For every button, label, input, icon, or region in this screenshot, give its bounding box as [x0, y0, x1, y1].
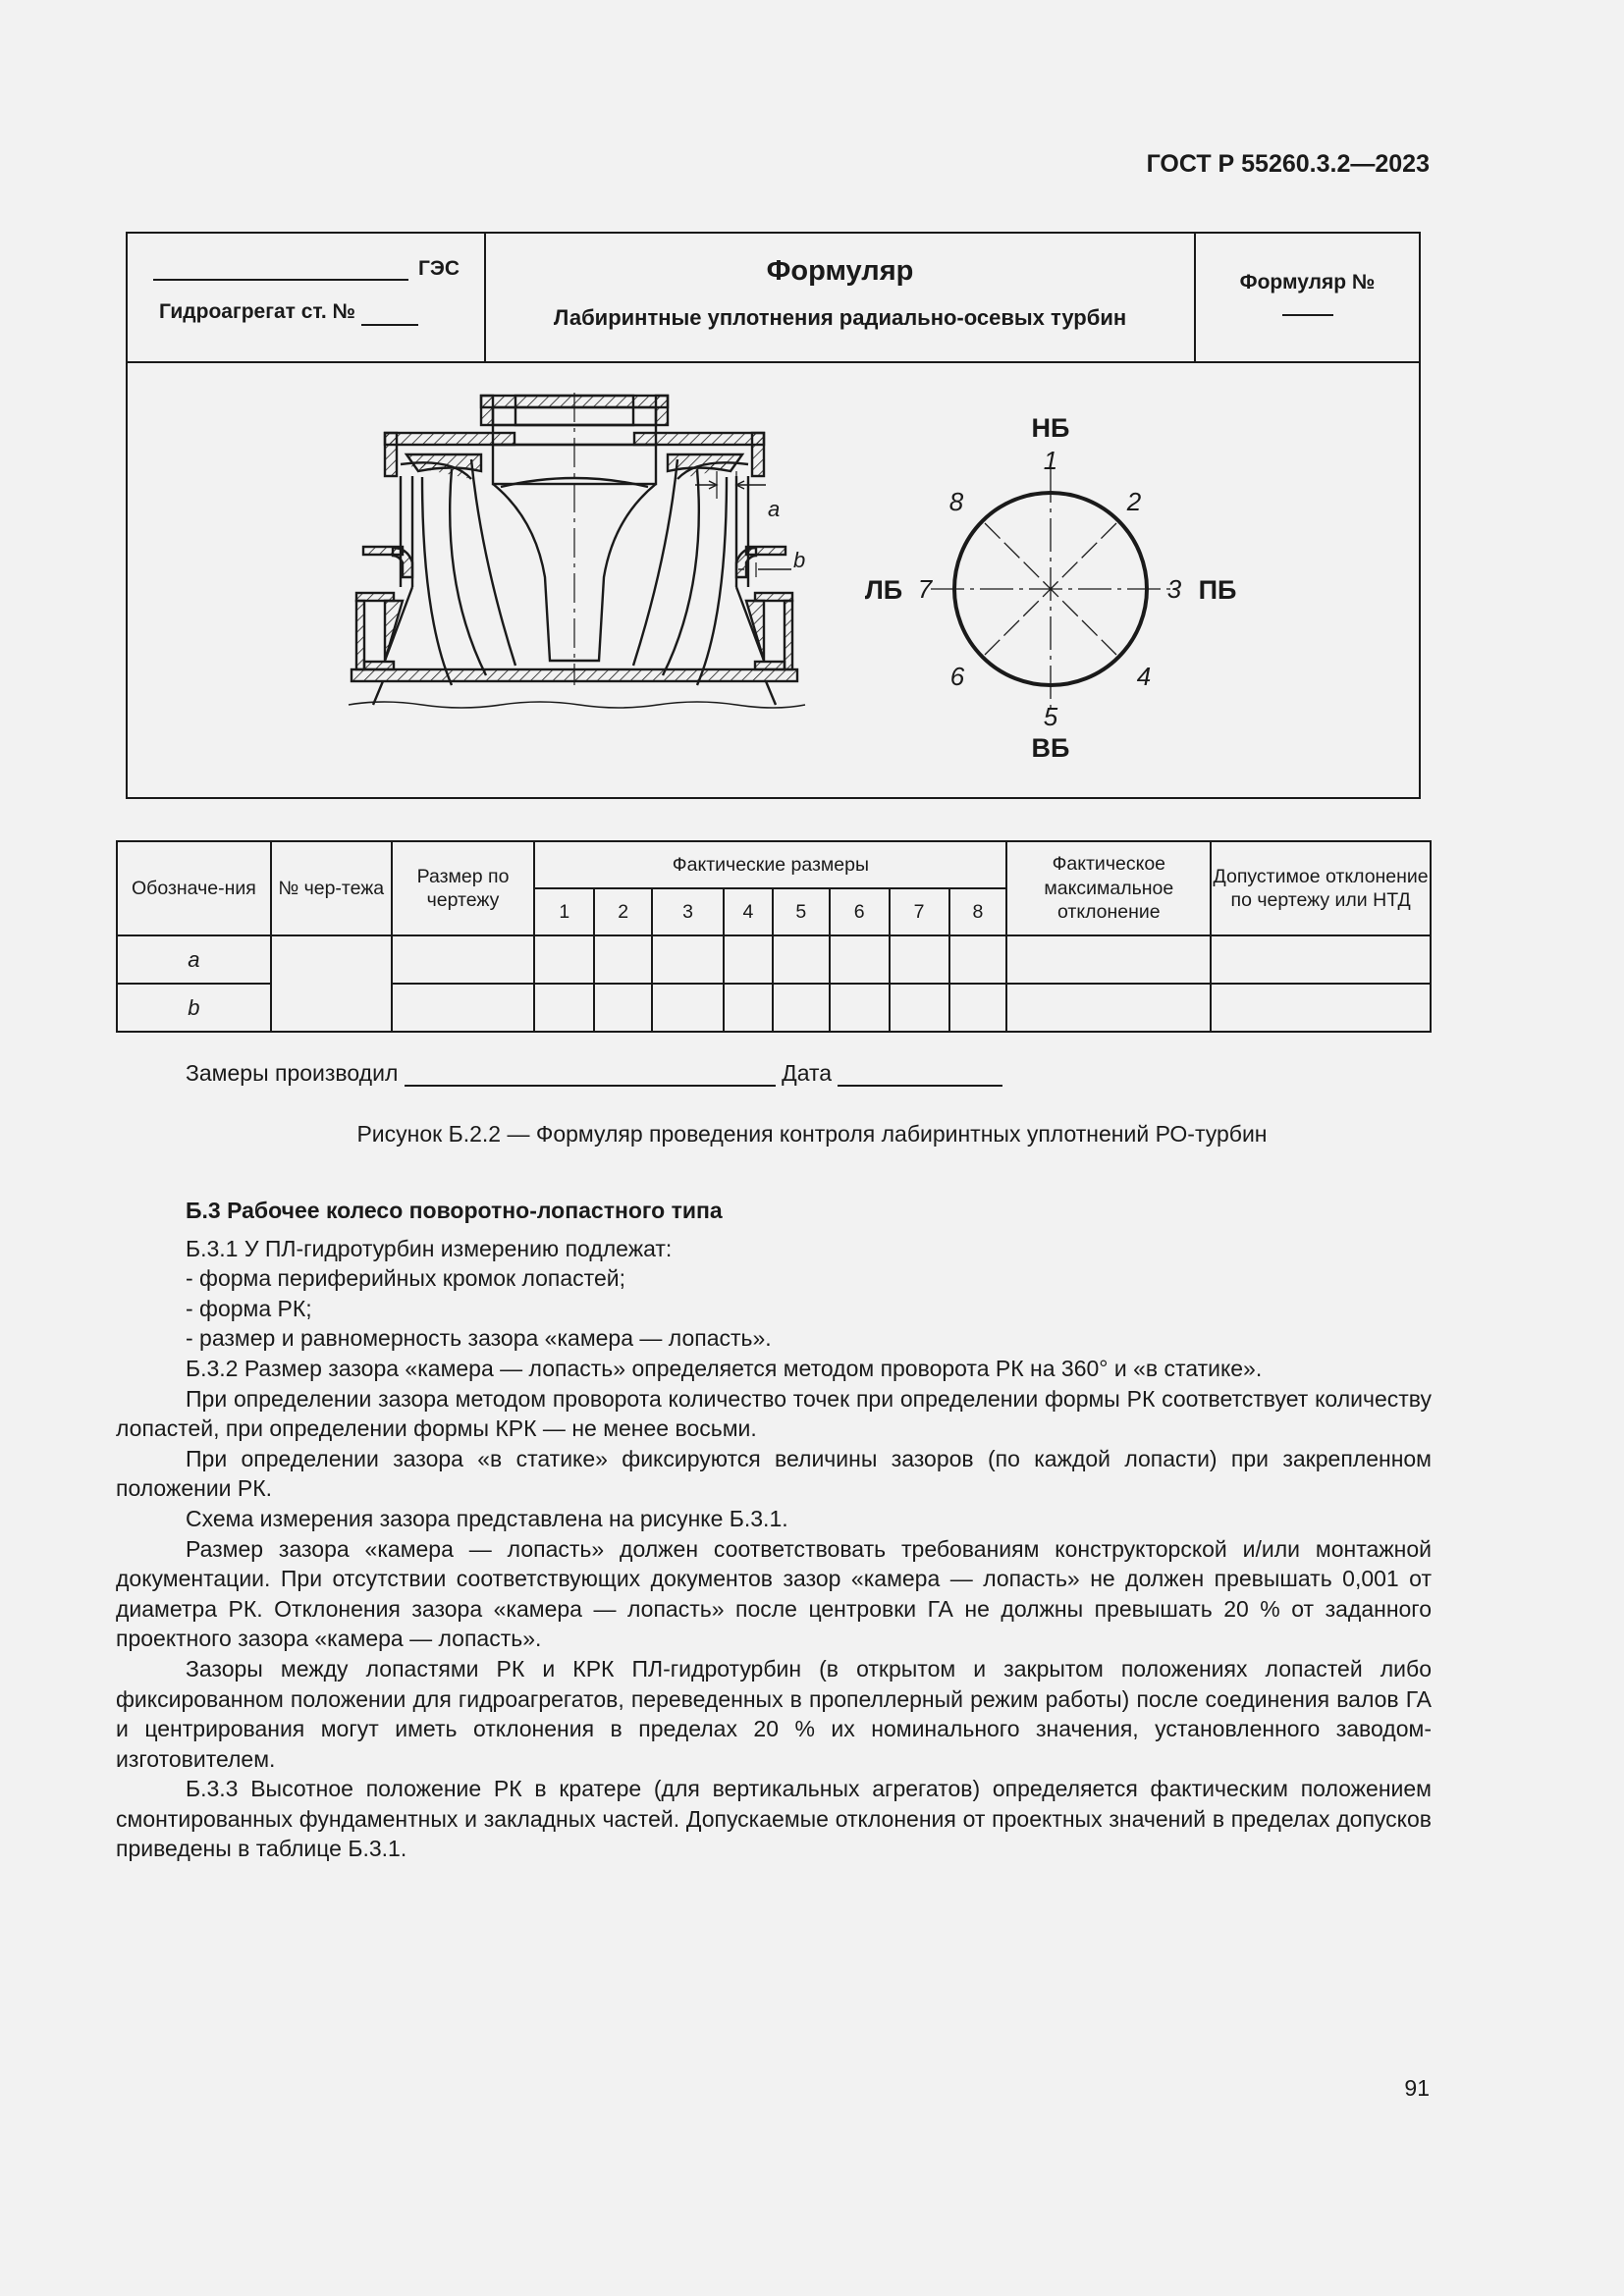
point-1: 1	[1043, 446, 1058, 475]
table-cell[interactable]	[1006, 935, 1211, 984]
table-cell[interactable]	[724, 935, 773, 984]
table-cell[interactable]	[890, 984, 949, 1032]
table-cell[interactable]	[534, 935, 594, 984]
paragraph: Схема измерения зазора представлена на рисунке Б.3.1.	[186, 1505, 788, 1531]
section-body	[116, 1196, 1432, 1864]
table-cell[interactable]	[1211, 935, 1431, 984]
col-point-5: 5	[773, 888, 830, 935]
drawing-number-cell[interactable]	[271, 935, 392, 1032]
paragraph: Б.3.3 Высотное положение РК в кратере (для вертикальных агрегатов) определяется фактическим положением смонтированных фундаментных и закладных частей. Допускаемые отклонения от проектных значений в пределах допусков приведены в таблице Б.3.1.	[116, 1776, 1432, 1862]
gap-b-label: b	[793, 548, 806, 572]
col-drawing-number: № чер-тежа	[271, 841, 392, 935]
unit-label: Гидроагрегат ст. №	[159, 300, 355, 323]
measured-by-label: Замеры производил	[186, 1060, 399, 1086]
paragraph: Б.3.2 Размер зазора «камера — лопасть» определяется методом проворота РК на 360° и «в статике».	[186, 1355, 1263, 1381]
label-left: ЛБ	[864, 575, 903, 605]
col-designation: Обозначе-ния	[117, 841, 271, 935]
hpp-line	[153, 257, 460, 281]
hpp-name-blank[interactable]	[153, 257, 408, 281]
point-7: 7	[917, 574, 933, 604]
label-right: ПБ	[1198, 575, 1237, 605]
paragraph: Зазоры между лопастями РК и КРК ПЛ-гидротурбин (в открытом и закрытом положениях лопастей либо фиксированном положении для гидроагрегатов, переведенных в пропеллерный режим работы) после соединения валов ГА и центрирования могут иметь отклонения в пределах 20 % их номинального значения, установленного заводом-изготовителем.	[116, 1655, 1432, 1772]
table-cell[interactable]	[594, 984, 652, 1032]
paragraph: Б.3.1 У ПЛ-гидротурбин измерению подлежат:	[186, 1235, 673, 1261]
table-cell[interactable]	[652, 935, 724, 984]
point-6: 6	[949, 662, 965, 691]
form-header	[126, 232, 1421, 363]
table-cell[interactable]	[534, 984, 594, 1032]
section-heading: Б.3 Рабочее колесо поворотно-лопастного типа	[186, 1198, 723, 1223]
hpp-suffix: ГЭС	[418, 257, 460, 280]
col-actual-max-deviation: Фактическое максимальное отклонение	[1006, 841, 1211, 935]
form-number-label: Формуляр №	[1239, 271, 1376, 294]
form-title-cell	[486, 234, 1196, 361]
row-designation-a: a	[117, 935, 271, 984]
turbine-seal-drawing	[128, 361, 1423, 799]
col-allowed-deviation: Допустимое отклонение по чертежу или НТД	[1211, 841, 1431, 935]
form-number-blank[interactable]	[1282, 314, 1333, 316]
hpp-info-cell	[128, 234, 486, 361]
date-label: Дата	[782, 1060, 833, 1086]
row-designation-b: b	[117, 984, 271, 1032]
table-cell[interactable]	[724, 984, 773, 1032]
measured-by-blank[interactable]	[405, 1061, 776, 1087]
point-2: 2	[1126, 487, 1142, 516]
paragraph: Размер зазора «камера — лопасть» должен соответствовать требованиям конструкторской и/или монтажной документации. При отсутствии соответствующих документов зазор «камера — лопасть» не должен превышать 0,001 от диаметра РК. Отклонения зазора «камера — лопасть» после центровки ГА не должны превышать 20 % от заданного проектного зазора «камера — лопасть».	[116, 1535, 1432, 1652]
table-cell[interactable]	[1211, 984, 1431, 1032]
list-item: - форма периферийных кромок лопастей;	[186, 1265, 625, 1292]
col-point-6: 6	[830, 888, 890, 935]
col-point-1: 1	[534, 888, 594, 935]
table-cell[interactable]	[773, 984, 830, 1032]
drawing-area	[126, 361, 1421, 799]
col-drawing-size: Размер по чертежу	[392, 841, 535, 935]
form-subtitle: Лабиринтные уплотнения радиально-осевых турбин	[553, 305, 1127, 330]
table-cell[interactable]	[949, 984, 1007, 1032]
point-4: 4	[1136, 662, 1152, 691]
col-point-2: 2	[594, 888, 652, 935]
page-number: 91	[1404, 2075, 1430, 2101]
figure-caption: Рисунок Б.2.2 — Формуляр проведения контроля лабиринтных уплотнений РО-турбин	[356, 1121, 1268, 1147]
unit-line	[159, 300, 418, 326]
form-title: Формуляр	[766, 255, 914, 287]
col-point-4: 4	[724, 888, 773, 935]
label-top: НБ	[1031, 413, 1070, 443]
col-point-7: 7	[890, 888, 949, 935]
table-row	[117, 935, 1431, 984]
measurement-circle-diagram	[865, 413, 1237, 763]
point-8: 8	[948, 487, 964, 516]
table-cell[interactable]	[830, 984, 890, 1032]
table-cell[interactable]	[594, 935, 652, 984]
table-cell[interactable]	[949, 935, 1007, 984]
point-5: 5	[1043, 702, 1058, 731]
col-point-3: 3	[652, 888, 724, 935]
point-3: 3	[1166, 574, 1182, 604]
label-bottom: ВБ	[1031, 733, 1070, 763]
table-cell[interactable]	[392, 984, 535, 1032]
turbine-section-view	[349, 393, 805, 708]
list-item: - размер и равномерность зазора «камера — лопасть».	[186, 1325, 772, 1352]
table-cell[interactable]	[773, 935, 830, 984]
measured-by-line	[186, 1060, 1002, 1087]
unit-number-blank[interactable]	[361, 300, 418, 326]
col-actual-sizes: Фактические размеры	[534, 841, 1006, 888]
table-cell[interactable]	[830, 935, 890, 984]
paragraph: При определении зазора «в статике» фиксируются величины зазоров (по каждой лопасти) при закрепленном положении РК.	[116, 1445, 1432, 1502]
table-cell[interactable]	[890, 935, 949, 984]
measurement-table	[116, 840, 1432, 1033]
paragraph: При определении зазора методом проворота количество точек при определении формы РК соответствует количеству лопастей, при определении формы КРК — не менее восьми.	[116, 1385, 1432, 1442]
table-cell[interactable]	[652, 984, 724, 1032]
standard-number: ГОСТ Р 55260.3.2—2023	[1146, 150, 1430, 178]
date-blank[interactable]	[838, 1061, 1002, 1087]
col-point-8: 8	[949, 888, 1007, 935]
list-item: - форма РК;	[186, 1295, 312, 1321]
form-number-cell	[1196, 234, 1419, 361]
gap-a-label: a	[768, 497, 781, 521]
table-cell[interactable]	[1006, 984, 1211, 1032]
table-cell[interactable]	[392, 935, 535, 984]
